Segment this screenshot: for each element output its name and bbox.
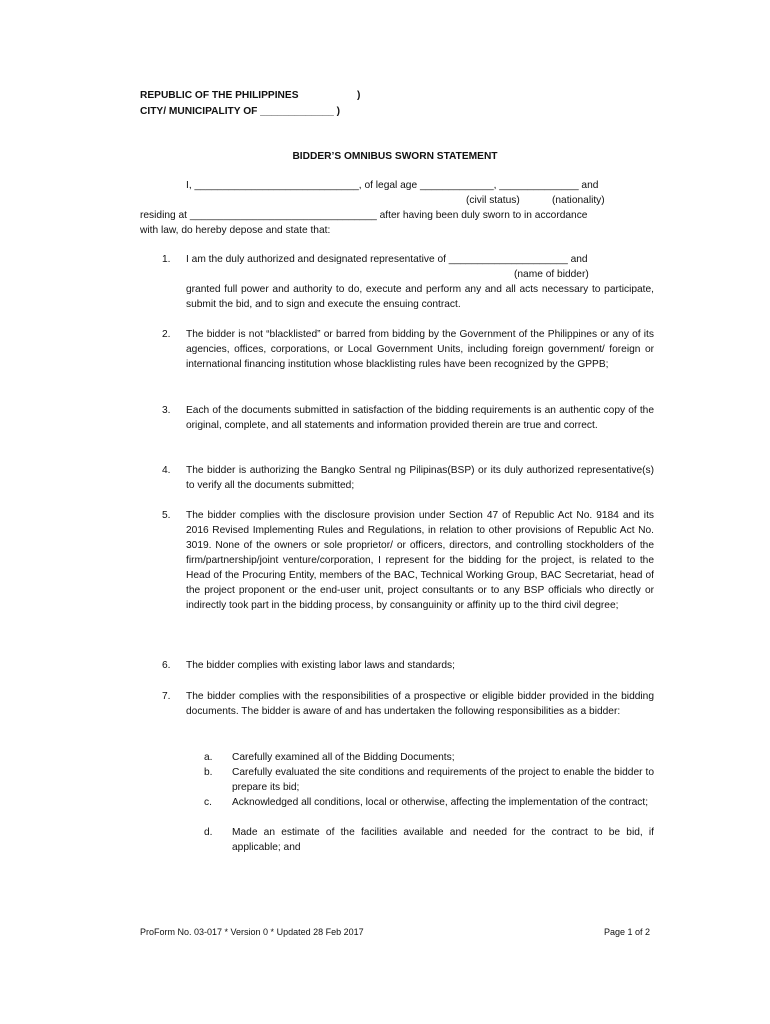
subitem-letter: d. (204, 827, 213, 838)
item-6-text: The bidder complies with existing labor laws and standards; (186, 660, 455, 671)
item-1-text: granted full power and authority to do, execute and perform any and all acts necessary to participate, submit the bid, and to sign and execute the ensuing contract. (186, 284, 654, 310)
footer-form-number: ProForm No. 03-017 * Version 0 * Updated 28 Feb 2017 (140, 927, 364, 937)
subitem-c-text: Acknowledged all conditions, local or otherwise, affecting the implementation of the contract; (232, 797, 649, 808)
intro-line-3: with law, do hereby depose and state that: (140, 225, 331, 236)
item-number: 3. (162, 405, 171, 416)
intro-line-2: residing at _________________________________ after having been duly sworn to in accordance (140, 210, 588, 221)
subitem-b-text: Carefully evaluated the site conditions and requirements of the project to enable the bidder to prepare its bid; (232, 767, 654, 793)
header-republic: REPUBLIC OF THE PHILIPPINES (140, 90, 299, 101)
item-number: 2. (162, 329, 171, 340)
item-number: 7. (162, 691, 171, 702)
header-paren: ) (357, 90, 361, 101)
item-2-text: The bidder is not “blacklisted” or barred from bidding by the Government of the Philippines or any of its agencies, offices, corporations, or Local Government Units, including foreign government/ foreign or international financing institution whose blacklisting rules have been recognized by the GPPB; (186, 329, 654, 370)
header-city: CITY/ MUNICIPALITY OF _____________ ) (140, 106, 341, 117)
nationality-label: (nationality) (552, 195, 605, 206)
item-4-text: The bidder is authorizing the Bangko Sentral ng Pilipinas(BSP) or its duly authorized representative(s) to verify all the documents submitted; (186, 465, 654, 491)
item-number: 1. (162, 254, 171, 265)
item-1-line-1: I am the duly authorized and designated representative of _____________________ and (186, 254, 588, 265)
item-number: 6. (162, 660, 171, 671)
intro-line-1: I, _____________________________, of legal age _____________, ______________ and (186, 180, 599, 191)
subitem-letter: a. (204, 752, 213, 763)
subitem-letter: b. (204, 767, 213, 778)
item-number: 5. (162, 510, 171, 521)
document-title: BIDDER’S OMNIBUS SWORN STATEMENT (292, 151, 498, 162)
item-number: 4. (162, 465, 171, 476)
civil-status-label: (civil status) (466, 195, 520, 206)
name-of-bidder-label: (name of bidder) (514, 269, 589, 280)
footer-page-number: Page 1 of 2 (604, 927, 651, 937)
item-7-text: The bidder complies with the responsibilities of a prospective or eligible bidder provided in the bidding documents. The bidder is aware of and has undertaken the following responsibilities as a bidder: (186, 691, 654, 717)
subitem-d-text: Made an estimate of the facilities available and needed for the contract to be bid, if applicable; and (232, 827, 654, 853)
subitem-letter: c. (204, 797, 212, 808)
item-5-text: The bidder complies with the disclosure provision under Section 47 of Republic Act No. 9184 and its 2016 Revised Implementing Rules and Regulations, in relation to other provisions of Republic Act No. 3019. None of the owners or sole proprietor/ or officers, directors, and controlling stockholders of the firm/partnership/joint venture/corporation, I represent for the bidding for the project, is related to the Head of the Procuring Entity, members of the BAC, Technical Working Group, BAC Secretariat, head of the project proponent or the end-user unit, project consultants or to any BSP officials who directly or indirectly took part in the bidding process, by consanguinity or affinity up to the third civil degree; (186, 510, 654, 611)
item-3-text: Each of the documents submitted in satisfaction of the bidding requirements is an authentic copy of the original, complete, and all statements and information provided therein are true and correct. (186, 405, 654, 431)
subitem-a-text: Carefully examined all of the Bidding Documents; (232, 752, 455, 763)
